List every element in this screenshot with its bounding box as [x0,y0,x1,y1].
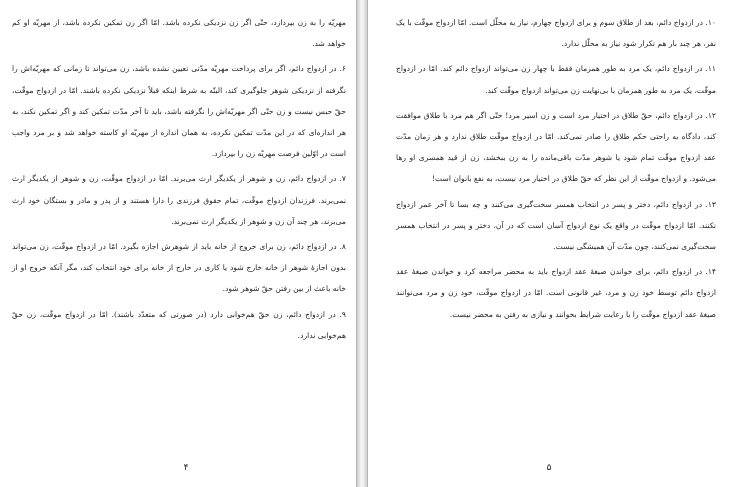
paragraph: ۱۰. در ازدواج دائم، بعد از طلاق سوم و برای ازدواج چهارم، نیاز به محلّل است. امّا ازدواج موقّت با یک نفر، هر چند بار هم تکرار شود نیاز به محلّل ندارد. [396,18,716,49]
paragraph: ۱۴. در ازدواج دائم، برای خواندن صیغهٔ عقد ازدواج باید به محضر مراجعه کرد و خواندن صیغهٔ عقد ازدواج دائم توسط خود زن و مرد، غیر قانونی است. امّا در ازدواج موقّت، خود زن و مرد می‌توانند صیغهٔ عقد ازدواج موقّت را با رعایت شرایط بخوانند و نیازی به رفتن به محضر نیست. [396,267,716,319]
right-page [367,0,729,487]
paragraph: ۷. در ازدواج دائم، زن و شوهر از یکدیگر ارث می‌برند. امّا در ازدواج موقّت، زن و شوهر از یکدیگر ارث نمی‌برند. فرزندان ازدواج موقّت، تمام حقوق فرزندی را دارا هستند و از پدر و مادر و بستگان خود ارث می‌برند، هر چند آن زن و شوهر از یکدیگر ارث نمی‌برند. [12,174,346,226]
page-number: ۴ [183,463,189,473]
paragraph: مهریّه را به زن بپردازد، حتّی اگر زن نزدیکی نکرده باشد. امّا اگر زن تمکین نکرده باشد، از مهریّه او کم خواهد شد. [12,18,346,49]
left-page [0,0,357,487]
paragraph: ۹. در ازدواج دائم، زن حقّ هم‌خوابی دارد (در صورتی که متعدّد باشند). امّا در ازدواج موقّت، زن حقّ هم‌خوابی ندارد. [12,309,346,340]
paragraph: ۱۳. در ازدواج دائم، دختر و پسر در انتخاب همسر سخت‌گیری می‌کنند و چه بسا تا آخر عمر ازدواج نکنند. امّا ازدواج موقّت در واقع یک نوع ازدواج آسان است که در آن، دختر و پسر در انتخاب همسر سخت‌گیری نمی‌کنند، چون مدّت آن همیشگی نیست. [396,199,716,252]
book-gutter [357,0,367,487]
paragraph: ۱۱. در ازدواج دائم، یک مرد به طور همزمان فقط با چهار زن می‌تواند ازدواج دائم کند. امّا در ازدواج موقّت، یک مرد به طور همزمان با بی‌نهایت زن می‌تواند ازدواج موقّت کند. [396,64,716,95]
left-page-body [12,12,346,350]
paragraph: ۸. در ازدواج دائم، زن برای خروج از خانه باید از شوهرش اجازه بگیرد. امّا در ازدواج موقّت، زن می‌تواند بدون اجازهٔ شوهر از خانه خارج شود یا کاری در خارج از خانه برای خود انتخاب کند، مگر آنکه خروج او از خانه باعث از بین رفتن حقّ شوهر شود. [12,242,346,294]
page-number: ۵ [546,463,552,473]
right-page-body [396,12,716,329]
paragraph: ۱۲. در ازدواج دائم، حقّ طلاق در اختیار مرد است و زن اسیر مرد! حتّی اگر هم مرد با طلاق موافقت کند، دادگاه به راحتی حکم طلاق را صادر نمی‌کند. امّا در ازدواج موقّت طلاق ندارد و هر زمان مدّت عقد ازدواج موقّت تمام شود یا شوهر مدّت باقی‌مانده را به زن ببخشد، زن از قید همسری او رها می‌شود. و ازدواج موقّت از این نظر که حقّ طلاق در اختیار مرد نیست، به نفع بانوان است! [396,110,716,184]
paragraph: ۶. در ازدواج دائم، اگر برای پرداخت مهریّه مدّتی تعیین نشده باشد، زن می‌تواند تا زمانی که مهریّه‌اش را نگرفته از نزدیکی شوهر جلوگیری کند، البتّه به شرط اینکه قبلاً نزدیکی نکرده باشند. امّا در ازدواج موقّت، حقّ حبس نیست و زن حتّی اگر مهریّه‌اش را نگرفته باشد، باید تا آخر مدّت تمکین کند و اگر تمکین نکند، به هر اندازه‌ای که در این مدّت تمکین نکرده، به همان اندازه از مهریّه او کاسته خواهد شد و بر مرد واجب است در اوّلین فرصت مهریّه زن را بپردازد. [12,64,346,159]
